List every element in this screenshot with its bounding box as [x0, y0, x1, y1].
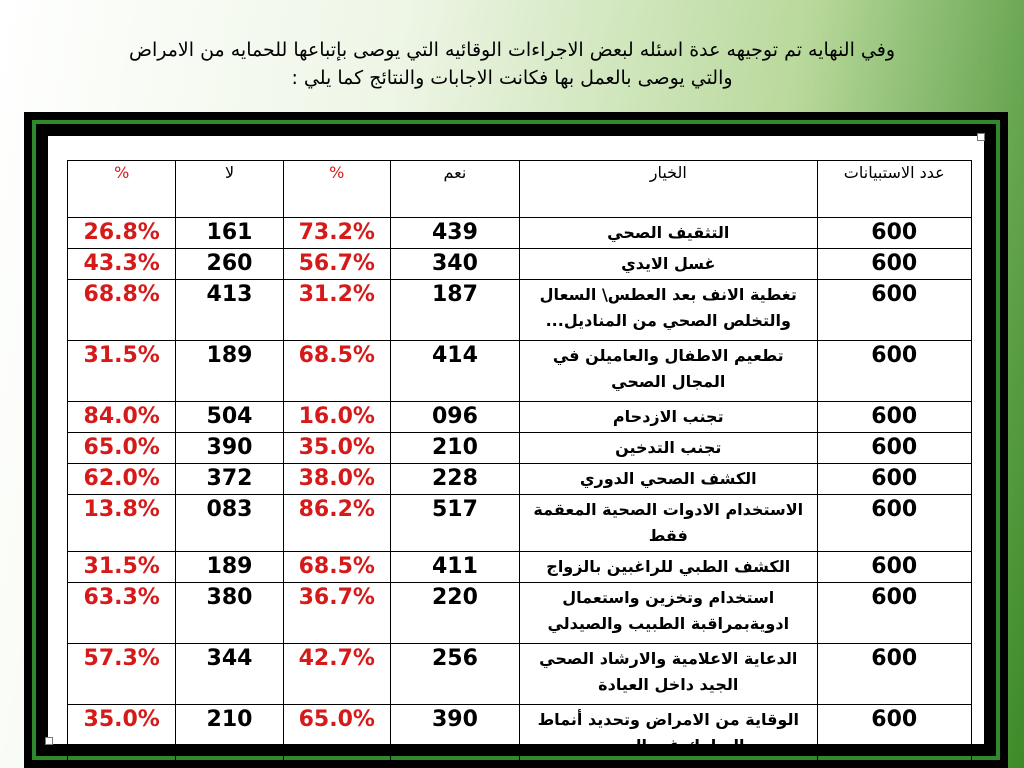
cell-count: 600	[817, 583, 972, 644]
cell-count: 600	[817, 218, 972, 249]
table-header-row	[68, 161, 972, 218]
cell-option: تطعيم الاطفال والعاميلن في المجال الصحي	[520, 341, 817, 402]
table-row	[68, 249, 972, 280]
cell-no: 189	[176, 552, 283, 583]
cell-yes: 414	[390, 341, 519, 402]
cell-no-percent: 84.0%	[68, 402, 176, 433]
cell-no-percent: 68.8%	[68, 280, 176, 341]
cell-no-percent: 43.3%	[68, 249, 176, 280]
cell-option: الكشف الصحي الدوري	[520, 464, 817, 495]
cell-no: 390	[176, 433, 283, 464]
cell-count: 600	[817, 495, 972, 552]
cell-yes: 187	[390, 280, 519, 341]
cell-yes-percent: 86.2%	[283, 495, 390, 552]
cell-no-percent: 31.5%	[68, 341, 176, 402]
cell-yes: 210	[390, 433, 519, 464]
header-option: الخيار	[520, 161, 817, 218]
cell-no-percent: 26.8%	[68, 218, 176, 249]
cell-option: تغطية الانف بعد العطس\ السعال والتخلص الصحي من المناديل...	[520, 280, 817, 341]
cell-count: 600	[817, 249, 972, 280]
cell-no: 189	[176, 341, 283, 402]
cell-option: الوقاية من الامراض وتحديد أنماط السلوك غير الصحي	[520, 705, 817, 766]
cell-count: 600	[817, 552, 972, 583]
title-line-1: وفي النهايه تم توجيهه عدة اسئله لبعض الاجراءات الوقائيه التي يوصى بإتباعها للحمايه من الامراض	[129, 39, 895, 61]
cell-option: استخدام وتخزين واستعمال ادويةبمراقبة الطبيب والصيدلي	[520, 583, 817, 644]
table-image[interactable]	[48, 136, 984, 755]
cell-count: 600	[817, 705, 972, 766]
slide-title	[40, 36, 984, 92]
cell-yes-percent: 35.0%	[283, 433, 390, 464]
cell-option: غسل الايدي	[520, 249, 817, 280]
resize-handle-bottom-left[interactable]	[45, 737, 53, 745]
table-frame	[24, 112, 1008, 768]
cell-no: 344	[176, 644, 283, 705]
table-row	[68, 280, 972, 341]
cell-yes: 517	[390, 495, 519, 552]
header-count: عدد الاستبيانات	[817, 161, 972, 218]
cell-yes-percent: 31.2%	[283, 280, 390, 341]
table-row	[68, 705, 972, 766]
cell-yes: 340	[390, 249, 519, 280]
cell-yes: 220	[390, 583, 519, 644]
cell-no: 372	[176, 464, 283, 495]
cell-no-percent: 13.8%	[68, 495, 176, 552]
header-no: لا	[176, 161, 283, 218]
cell-no-percent: 35.0%	[68, 705, 176, 766]
cell-no-percent: 31.5%	[68, 552, 176, 583]
header-yes-percent: %	[283, 161, 390, 218]
cell-no-percent: 63.3%	[68, 583, 176, 644]
table-row	[68, 464, 972, 495]
table-row	[68, 495, 972, 552]
cell-yes-percent: 16.0%	[283, 402, 390, 433]
cell-count: 600	[817, 402, 972, 433]
cell-no: 260	[176, 249, 283, 280]
cell-yes: 439	[390, 218, 519, 249]
cell-yes: 390	[390, 705, 519, 766]
cell-yes-percent: 36.7%	[283, 583, 390, 644]
cell-no-percent: 57.3%	[68, 644, 176, 705]
cell-no-percent: 62.0%	[68, 464, 176, 495]
cell-no: 083	[176, 495, 283, 552]
table-row	[68, 644, 972, 705]
cell-option: تجنب التدخين	[520, 433, 817, 464]
cell-no: 504	[176, 402, 283, 433]
cell-yes: 228	[390, 464, 519, 495]
cell-count: 600	[817, 341, 972, 402]
header-yes: نعم	[390, 161, 519, 218]
cell-yes-percent: 65.0%	[283, 705, 390, 766]
results-table	[67, 160, 972, 766]
table-row	[68, 552, 972, 583]
cell-count: 600	[817, 280, 972, 341]
header-no-percent: %	[68, 161, 176, 218]
cell-option: تجنب الازدحام	[520, 402, 817, 433]
cell-yes: 256	[390, 644, 519, 705]
cell-no: 161	[176, 218, 283, 249]
cell-option: الدعاية الاعلامية والارشاد الصحي الجيد داخل العيادة	[520, 644, 817, 705]
table-row	[68, 433, 972, 464]
cell-yes-percent: 73.2%	[283, 218, 390, 249]
cell-yes: 411	[390, 552, 519, 583]
cell-option: التثقيف الصحي	[520, 218, 817, 249]
cell-option: الاستخدام الادوات الصحية المعقمة فقط	[520, 495, 817, 552]
table-row	[68, 218, 972, 249]
resize-handle-top-right[interactable]	[977, 133, 985, 141]
cell-yes-percent: 42.7%	[283, 644, 390, 705]
table-row	[68, 341, 972, 402]
title-line-2: والتي يوصى بالعمل بها فكانت الاجابات والنتائج كما يلي :	[291, 67, 733, 89]
cell-yes-percent: 38.0%	[283, 464, 390, 495]
cell-yes-percent: 56.7%	[283, 249, 390, 280]
cell-yes-percent: 68.5%	[283, 552, 390, 583]
cell-no: 210	[176, 705, 283, 766]
cell-count: 600	[817, 644, 972, 705]
cell-no: 380	[176, 583, 283, 644]
cell-option: الكشف الطبي للراغبين بالزواج	[520, 552, 817, 583]
cell-count: 600	[817, 433, 972, 464]
cell-no: 413	[176, 280, 283, 341]
cell-yes: 096	[390, 402, 519, 433]
cell-count: 600	[817, 464, 972, 495]
cell-no-percent: 65.0%	[68, 433, 176, 464]
cell-yes-percent: 68.5%	[283, 341, 390, 402]
table-row	[68, 402, 972, 433]
table-row	[68, 583, 972, 644]
